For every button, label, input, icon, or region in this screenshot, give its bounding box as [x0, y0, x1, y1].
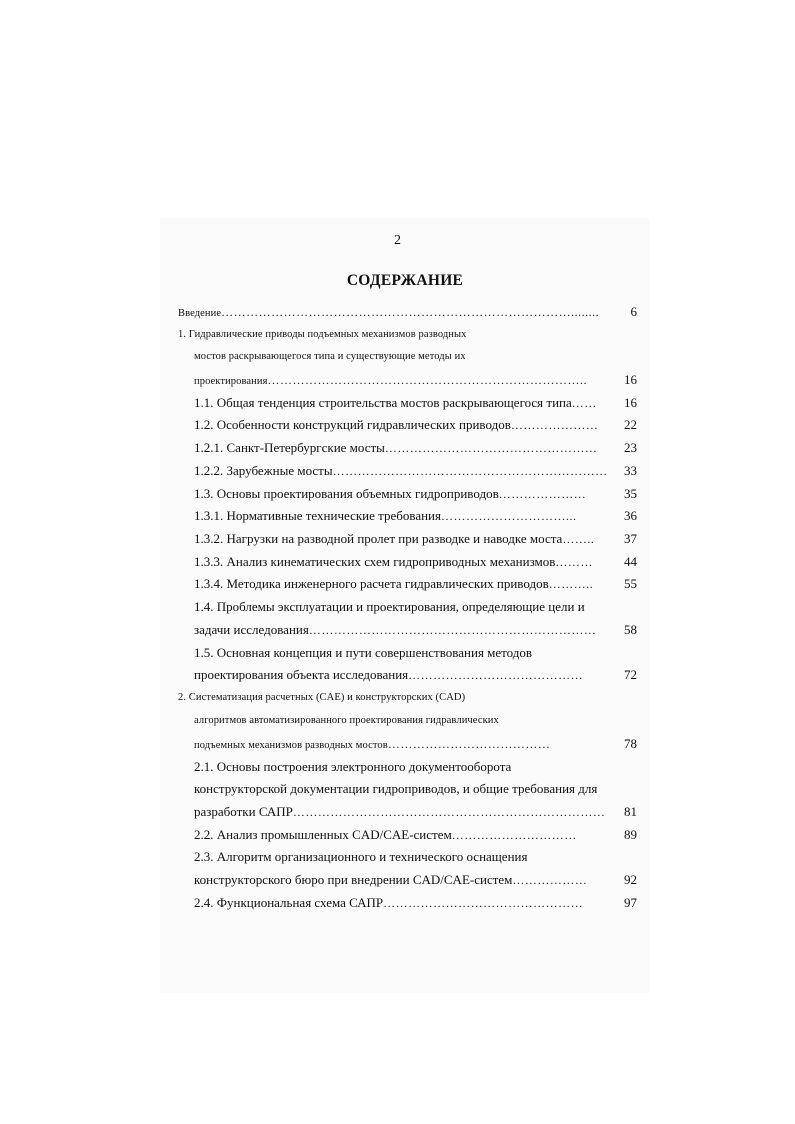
- toc-page-number: 33: [624, 463, 637, 478]
- toc-entry-text: 1.5. Основная концепция и пути совершенствования методов: [194, 645, 533, 660]
- toc-entry-text: Введение: [178, 308, 222, 319]
- toc-entry: [194, 779, 609, 799]
- toc-entry-text: проектирования: [194, 376, 268, 387]
- toc-page-number: 35: [624, 486, 637, 501]
- toc-page-number: 36: [624, 508, 637, 523]
- toc-entry: [178, 325, 603, 345]
- toc-entry: [194, 665, 609, 685]
- toc-entry-text: 1.3.1. Нормативные технические требования: [194, 508, 441, 523]
- toc-leader: …………………………: [451, 828, 577, 842]
- toc-page-number: 6: [630, 304, 637, 319]
- toc-entry: [194, 711, 609, 731]
- toc-entry-text: проектирования объекта исследования: [194, 667, 409, 682]
- toc-entry-text: конструкторской документации гидроприводов, и общие требования для: [194, 781, 598, 796]
- toc-leader: ……………………………………………: [384, 441, 598, 455]
- toc-entry: [194, 506, 609, 526]
- toc-entry-text: задачи исследования: [194, 622, 309, 637]
- toc-entry-text: 1.2. Особенности конструкций гидравлических приводов: [194, 417, 511, 432]
- page-number: 2: [394, 233, 401, 248]
- toc-entry: [194, 893, 609, 913]
- toc-entry: [194, 802, 609, 822]
- toc-entry: [194, 415, 609, 435]
- toc-leader: …………………………………………………………………..: [267, 373, 588, 387]
- toc-leader: ……………………………………………………………: [308, 623, 597, 637]
- toc-entry: [194, 552, 609, 572]
- toc-entry: [178, 688, 603, 708]
- toc-leader: …………………………………………………………………………........: [221, 305, 600, 319]
- toc-entry-text: 1.3.2. Нагрузки на разводной пролет при разводке и наводке моста: [194, 531, 563, 546]
- toc-page-number: 97: [624, 895, 637, 910]
- toc-entry-text: подъемных механизмов разводных мостов: [194, 740, 388, 751]
- toc-entry: [194, 597, 609, 617]
- toc-entry-text: 2.2. Анализ промышленных CAD/CAE-систем: [194, 827, 452, 842]
- toc-entry-text: 1.3.3. Анализ кинематических схем гидроприводных механизмов: [194, 554, 556, 569]
- toc-entry-text: конструкторского бюро при внедрении CAD/CAE-систем: [194, 872, 513, 887]
- toc-page-number: 44: [624, 554, 637, 569]
- toc-entry-text: 1.2.2. Зарубежные мосты: [194, 463, 333, 478]
- toc-entry: [194, 370, 609, 390]
- toc-entry-text: 2.1. Основы построения электронного документооборота: [194, 759, 512, 774]
- toc-entry: [194, 870, 609, 890]
- toc-page-number: 78: [624, 736, 637, 751]
- toc-title: СОДЕРЖАНИЕ: [346, 272, 464, 289]
- toc-leader: ……..: [562, 532, 595, 546]
- toc-entry-text: 1.3. Основы проектирования объемных гидроприводов: [194, 486, 499, 501]
- toc-entry: [194, 529, 609, 549]
- toc-entry: [194, 734, 609, 754]
- toc-page-number: 16: [624, 372, 637, 387]
- toc-entry-text: алгоритмов автоматизированного проектирования гидравлических: [194, 715, 499, 726]
- toc-page-number: 72: [624, 667, 637, 682]
- toc-entry-text: 1. Гидравлические приводы подъемных механизмов разводных: [178, 329, 467, 340]
- toc-entry: [194, 484, 609, 504]
- toc-page-number: 37: [624, 531, 637, 546]
- toc-leader: …………………………...: [441, 509, 577, 523]
- toc-entry-text: 1.4. Проблемы эксплуатации и проектирования, определяющие цели и: [194, 599, 585, 614]
- toc-entry-text: 2.3. Алгоритм организационного и технического оснащения: [194, 849, 528, 864]
- toc-entry: [194, 620, 609, 640]
- toc-page-number: 55: [624, 576, 637, 591]
- toc-entry: [194, 847, 609, 867]
- toc-entry: [194, 347, 609, 367]
- toc-page-number: 58: [624, 622, 637, 637]
- toc-entry-text: 2. Систематизация расчетных (CAE) и конструкторских (CAD): [178, 692, 466, 703]
- toc-leader: ……: [571, 396, 597, 410]
- toc-entry-text: 1.1. Общая тенденция строительства мостов раскрывающегося типа: [194, 395, 572, 410]
- toc-leader: ………: [555, 555, 593, 569]
- toc-entry: [194, 461, 609, 481]
- toc-leader: …………………………………………………………: [332, 464, 608, 478]
- toc-entry-text: мостов раскрывающегося типа и существующие методы их: [194, 351, 466, 362]
- toc-page-number: 22: [624, 417, 637, 432]
- toc-page-number: 81: [624, 804, 637, 819]
- toc-entry: [194, 393, 609, 413]
- toc-page-number: 89: [624, 827, 637, 842]
- toc-leader: …………………………………: [387, 737, 551, 751]
- toc-entry: [194, 825, 609, 845]
- toc-entry: [194, 757, 609, 777]
- toc-entry-text: разработки САПР: [194, 804, 293, 819]
- toc-entry-text: 1.2.1. Санкт-Петербургские мосты: [194, 440, 385, 455]
- toc-page-number: 23: [624, 440, 637, 455]
- toc-leader: …………………………………………………………………: [292, 805, 606, 819]
- toc-entry: [178, 302, 603, 322]
- toc-leader: …………………………………………: [383, 896, 584, 910]
- toc-page-number: 92: [624, 872, 637, 887]
- toc-entry: [194, 438, 609, 458]
- toc-leader: …………………: [510, 418, 599, 432]
- toc-entry: [194, 643, 609, 663]
- toc-entry-text: 2.4. Функциональная схема САПР: [194, 895, 384, 910]
- toc-leader: …………………: [498, 487, 587, 501]
- toc-page-number: 16: [624, 395, 637, 410]
- toc-entry-text: 1.3.4. Методика инженерного расчета гидравлических приводов: [194, 576, 549, 591]
- toc-leader: ………..: [548, 577, 594, 591]
- toc-leader: ………………: [512, 873, 588, 887]
- toc-entry: [194, 574, 609, 594]
- toc-leader: ……………………………………: [408, 668, 584, 682]
